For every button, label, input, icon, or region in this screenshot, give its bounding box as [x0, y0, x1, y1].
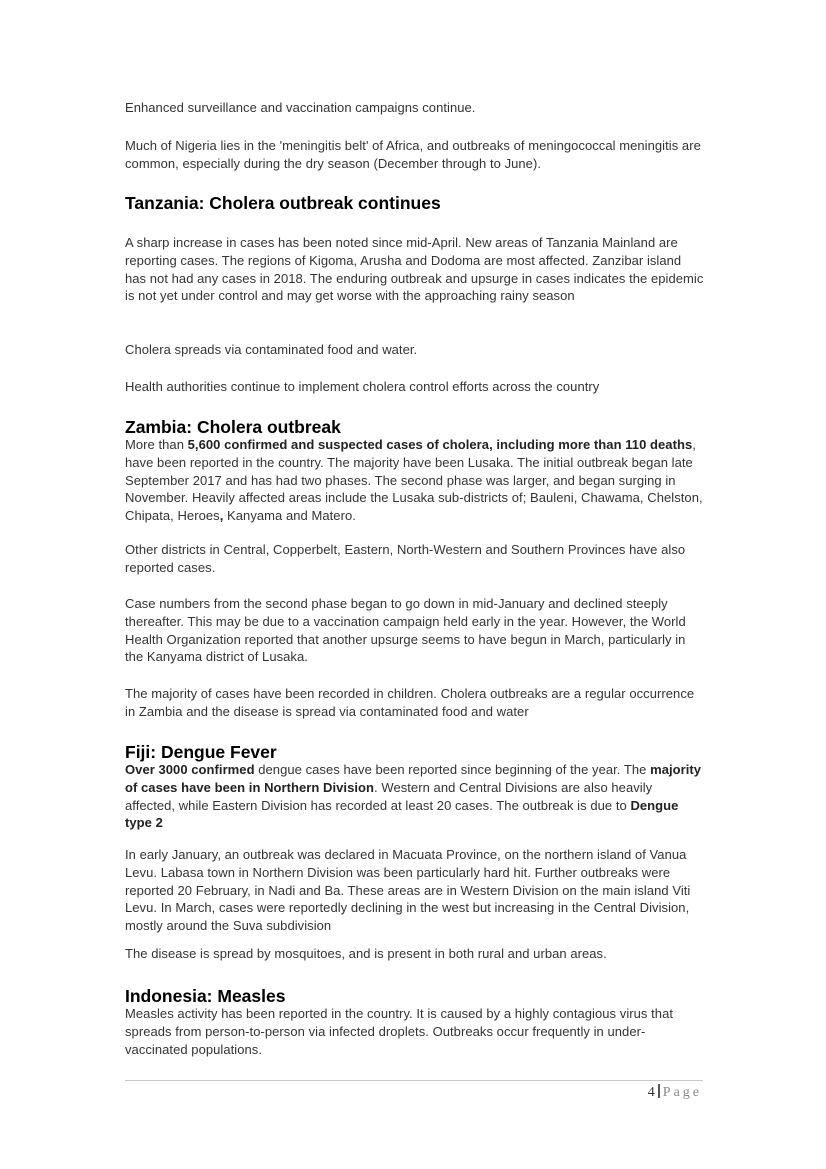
paragraph-zambia-districts: Other districts in Central, Copperbelt, Eastern, North-Western and Southern Provinces have also reported cases. — [125, 542, 686, 575]
bold-comma: , — [219, 508, 224, 524]
paragraph-zambia-cases — [125, 436, 705, 525]
paragraph-fiji-january: In early January, an outbreak was declared in Macuata Province, on the northern island of Vanua Levu. Labasa town in Northern Division was been particularly hard hit. Further outbreaks were reported 20 February, in Nadi and Ba. These areas are in Western Division on the main island Viti Levu. In March, cases were reportedly declining in the west but increasing in the Central Division, mostly around the Suva subdivision — [125, 847, 691, 934]
text: dengue cases have been reported since beginning of the year. The — [254, 762, 651, 777]
page-number: 4 — [647, 1085, 655, 1100]
paragraph-tanzania-increase: A sharp increase in cases has been noted since mid-April. New areas of Tanzania Mainland are reporting cases. The regions of Kigoma, Arusha and Dodoma are most affected. Zanzibar island has not had any cases in 2018. The enduring outbreak and upsurge in cases indicates the epidemic is not yet under control and may get worse with the approaching rainy season — [125, 235, 704, 304]
paragraph-nigeria-meningitis: Much of Nigeria lies in the 'meningitis belt' of Africa, and outbreaks of meningococcal meningitis are common, especially during the dry season (December through to June). — [125, 138, 701, 171]
page-label: Page — [662, 1085, 702, 1100]
heading-zambia: Zambia: Cholera outbreak — [125, 417, 341, 437]
paragraph-tanzania-control: Health authorities continue to implement cholera control efforts across the country — [125, 379, 600, 394]
bold-text-northern-division: majority of cases have been in Northern Division — [125, 762, 702, 795]
text: Kanyama and Matero. — [223, 508, 356, 524]
page-footer — [648, 1084, 702, 1101]
bold-text-case-count: 5,600 confirmed and suspected cases of cholera, including more than 110 deaths — [187, 437, 693, 452]
paragraph-tanzania-spread: Cholera spreads via contaminated food and water. — [125, 342, 418, 357]
paragraph-zambia-case-numbers: Case numbers from the second phase began to go down in mid-January and declined steeply thereafter. This may be due to a vaccination campaign held early in the year. However, the World Health Organization reported that another upsurge seems to have begun in March, particularly in the Kanyama district of Lusaka. — [125, 596, 686, 665]
paragraph-surveillance: Enhanced surveillance and vaccination campaigns continue. — [125, 100, 476, 115]
text: More than — [125, 437, 188, 452]
paragraph-indonesia-measles: Measles activity has been reported in the country. It is caused by a highly contagious virus that spreads from person-to-person via infected droplets. Outbreaks occur frequently in under-vaccinated populations. — [125, 1006, 674, 1057]
text: , have been reported in the country. The majority have been Lusaka. The initial outbreak began late September 2017 and has had two phases. The second phase was larger, and began surging in November. Heavily affected areas include the Lusaka sub-districts of; Bauleni, Chawama, Chelston, Chipata, Heroes — [125, 437, 703, 524]
heading-indonesia: Indonesia: Measles — [125, 986, 286, 1006]
heading-fiji: Fiji: Dengue Fever — [125, 742, 277, 762]
paragraph-zambia-children: The majority of cases have been recorded in children. Cholera outbreaks are a regular occurrence in Zambia and the disease is spread via contaminated food and water — [125, 686, 695, 719]
paragraph-fiji-mosquitoes: The disease is spread by mosquitoes, and is present in both rural and urban areas. — [125, 946, 607, 961]
bold-text-confirmed: Over 3000 confirmed — [125, 762, 255, 777]
footer-divider — [125, 1080, 703, 1081]
footer-separator — [658, 1084, 660, 1098]
paragraph-fiji-cases — [125, 761, 705, 832]
bold-text-dengue-type: Dengue type 2 — [125, 797, 679, 831]
text: . Western and Central Divisions are also heavily affected, while Eastern Division has recorded at least 20 cases. The outbreak is due to — [125, 779, 653, 813]
heading-tanzania: Tanzania: Cholera outbreak continues — [125, 193, 441, 213]
